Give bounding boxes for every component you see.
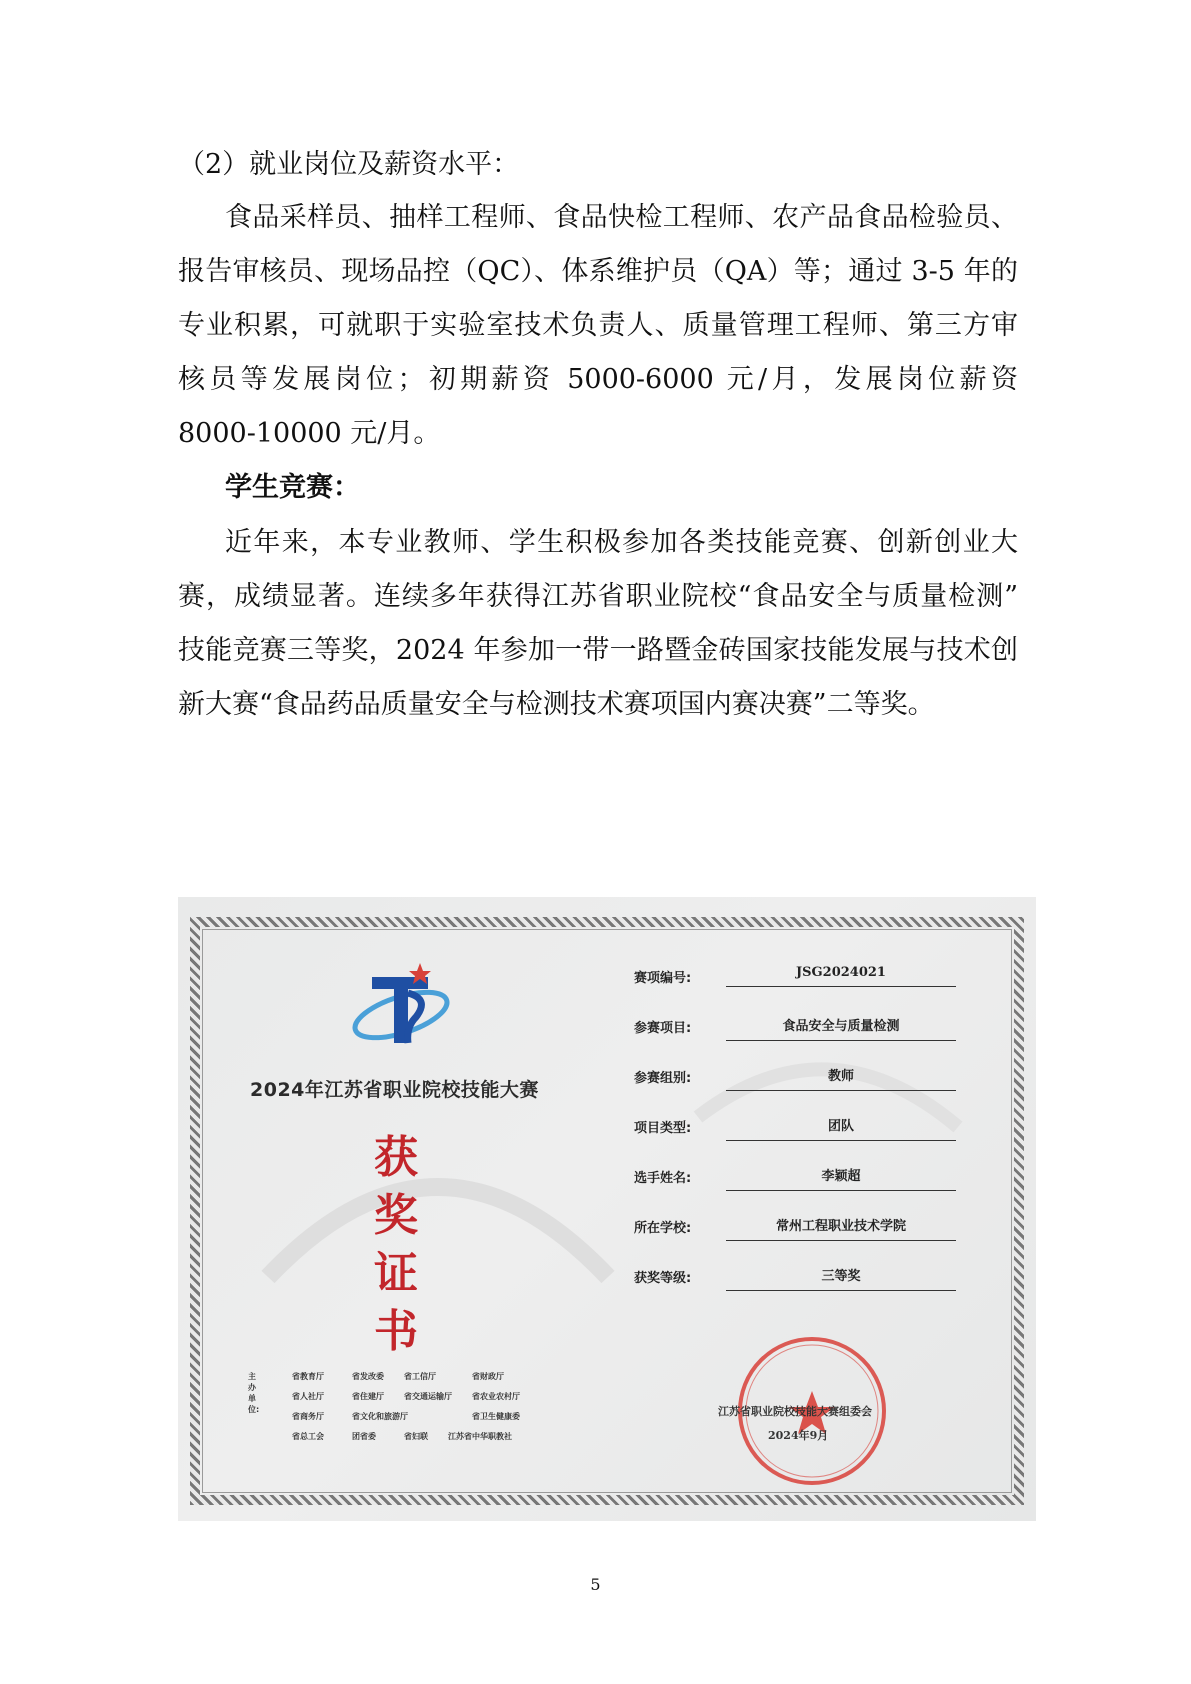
organizer: 省商务厅 bbox=[292, 1412, 324, 1421]
field-label: 选手姓名: bbox=[634, 1171, 692, 1186]
field-value: JSG2024021 bbox=[726, 965, 956, 987]
paragraph-line: 核员等发展岗位；初期薪资 5000-6000 元/月，发展岗位薪资 bbox=[178, 364, 1018, 395]
field-label: 项目类型: bbox=[634, 1121, 692, 1136]
award-char: 证 bbox=[374, 1248, 418, 1299]
award-char: 书 bbox=[374, 1306, 418, 1357]
organizer: 省发改委 bbox=[352, 1372, 384, 1381]
organizer: 省教育厅 bbox=[292, 1372, 324, 1381]
section-heading: （2）就业岗位及薪资水平： bbox=[178, 149, 520, 180]
issuer-name: 江苏省职业院校技能大赛组委会 bbox=[718, 1405, 872, 1418]
field-value: 教师 bbox=[726, 1065, 956, 1091]
award-title-vertical bbox=[366, 1129, 426, 1361]
field-value: 食品安全与质量检测 bbox=[726, 1015, 956, 1041]
field-label: 参赛组别: bbox=[634, 1071, 692, 1086]
issue-date: 2024年9月 bbox=[768, 1429, 829, 1442]
watermark-decoration bbox=[178, 897, 1036, 1521]
field-value: 三等奖 bbox=[726, 1265, 956, 1291]
organizer: 省妇联 bbox=[404, 1432, 428, 1441]
field-value: 团队 bbox=[726, 1115, 956, 1141]
paragraph-line: 食品采样员、抽样工程师、食品快检工程师、农产品食品检验员、 bbox=[225, 202, 1018, 233]
organizer: 省交通运输厅 bbox=[404, 1392, 452, 1401]
organizer: 江苏省中华职教社 bbox=[448, 1432, 512, 1441]
field-label: 赛项编号: bbox=[634, 971, 692, 986]
paragraph-line: 专业积累，可就职于实验室技术负责人、质量管理工程师、第三方审 bbox=[178, 310, 1018, 341]
field-value: 常州工程职业技术学院 bbox=[726, 1215, 956, 1241]
paragraph-line: 新大赛“食品药品质量安全与检测技术赛项国内赛决赛”二等奖。 bbox=[178, 689, 935, 720]
organizer: 省工信厅 bbox=[404, 1372, 436, 1381]
organizer: 省卫生健康委 bbox=[472, 1412, 520, 1421]
competition-heading: 学生竞赛： bbox=[225, 472, 360, 503]
paragraph-line: 8000-10000 元/月。 bbox=[178, 418, 441, 449]
organizer-label: 主办单位: bbox=[248, 1372, 260, 1414]
organizer: 省总工会 bbox=[292, 1432, 324, 1441]
contest-title: 2024年江苏省职业院校技能大赛 bbox=[250, 1079, 539, 1101]
field-value: 李颖超 bbox=[726, 1165, 956, 1191]
paragraph-line: 赛，成绩显著。连续多年获得江苏省职业院校“食品安全与质量检测” bbox=[178, 581, 1018, 612]
organizer: 省人社厅 bbox=[292, 1392, 324, 1401]
field-label: 参赛项目: bbox=[634, 1021, 692, 1036]
paragraph-line: 近年来，本专业教师、学生积极参加各类技能竞赛、创新创业大 bbox=[225, 527, 1018, 558]
field-label: 获奖等级: bbox=[634, 1271, 692, 1286]
paragraph-line: 技能竞赛三等奖，2024 年参加一带一路暨金砖国家技能发展与技术创 bbox=[178, 635, 1018, 666]
organizer: 省住建厅 bbox=[352, 1392, 384, 1401]
page-number: 5 bbox=[590, 1575, 601, 1594]
award-certificate-photo bbox=[178, 897, 1036, 1521]
contest-logo-icon bbox=[346, 957, 456, 1057]
field-label: 所在学校: bbox=[634, 1221, 692, 1236]
paragraph-line: 报告审核员、现场品控（QC）、体系维护员（QA）等；通过 3-5 年的 bbox=[178, 256, 1018, 287]
organizer: 省农业农村厅 bbox=[472, 1392, 520, 1401]
award-char: 奖 bbox=[374, 1190, 418, 1241]
award-char: 获 bbox=[374, 1132, 418, 1183]
organizer: 省财政厅 bbox=[472, 1372, 504, 1381]
organizer: 团省委 bbox=[352, 1432, 376, 1441]
organizer: 省文化和旅游厅 bbox=[352, 1412, 408, 1421]
